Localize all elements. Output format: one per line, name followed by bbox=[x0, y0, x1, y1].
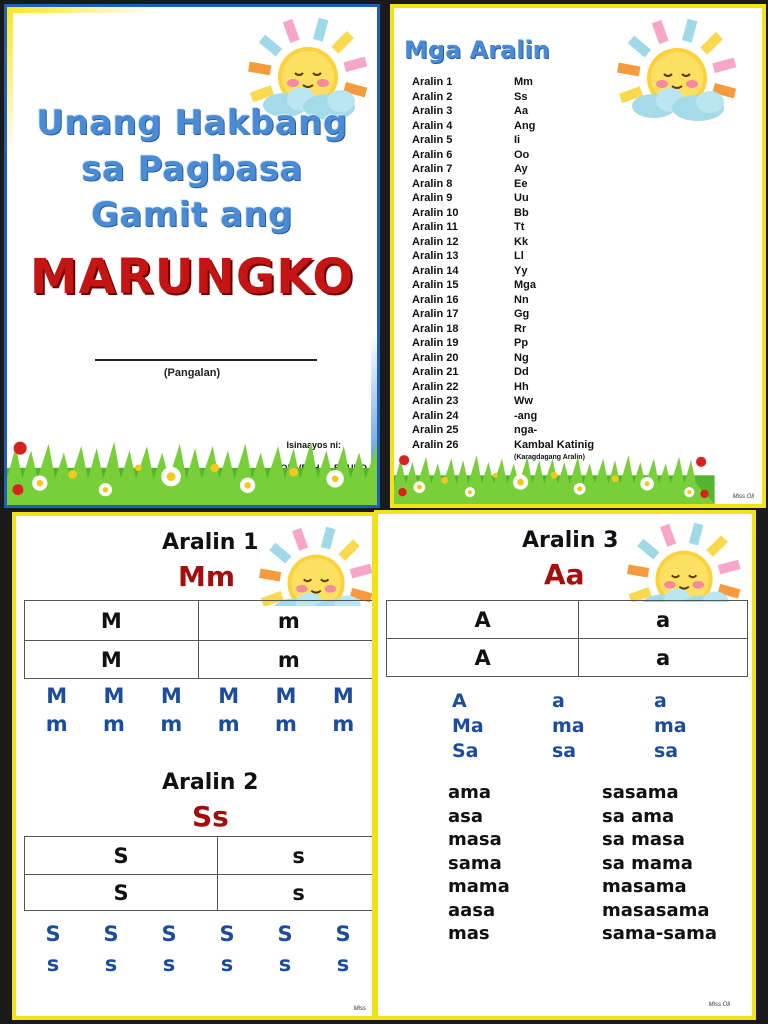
practice-word: asa bbox=[448, 805, 484, 827]
practice-letter: s bbox=[220, 952, 234, 976]
lesson-number: Aralin 23 bbox=[412, 395, 459, 407]
practice-letter: s bbox=[162, 952, 176, 976]
practice-letter: M bbox=[46, 684, 68, 708]
sun-icon bbox=[624, 522, 748, 602]
practice-letter: s bbox=[278, 952, 292, 976]
lesson-letters: Ng bbox=[514, 351, 529, 364]
lesson-1-2-page bbox=[12, 512, 376, 1020]
practice-word: sama-sama bbox=[602, 923, 717, 944]
lesson-letters: Aa bbox=[514, 105, 529, 117]
lesson-letters: Mm bbox=[514, 76, 533, 88]
practice-word: mama bbox=[448, 876, 510, 897]
practice-word: ama bbox=[448, 782, 492, 803]
practice-letter: m bbox=[217, 712, 240, 736]
grid-cell: S bbox=[25, 875, 218, 911]
lesson-list-item bbox=[412, 265, 742, 279]
lesson-list-item bbox=[412, 192, 742, 206]
lesson3-grid bbox=[386, 600, 748, 677]
lesson-number: Aralin 26 bbox=[412, 438, 459, 451]
lesson-letters: Tt bbox=[514, 221, 525, 233]
lesson-number: Aralin 22 bbox=[412, 380, 459, 393]
practice-letter: s bbox=[46, 952, 60, 976]
lesson3-heading: Aralin 3 bbox=[522, 528, 619, 553]
grass-border-icon bbox=[394, 450, 715, 504]
lesson1-heading: Aralin 1 bbox=[162, 530, 259, 555]
practice-letter: m bbox=[332, 712, 355, 736]
lesson-letters: -ang bbox=[514, 409, 538, 422]
practice-word: masama bbox=[602, 876, 687, 897]
lesson-list-item bbox=[412, 424, 742, 438]
cover-title-line3: Gamit ang bbox=[90, 195, 293, 235]
cover-page bbox=[4, 4, 380, 508]
lesson-number: Aralin 14 bbox=[412, 264, 459, 277]
grid-cell: s bbox=[218, 875, 376, 911]
lesson1-letter: Mm bbox=[178, 560, 236, 593]
grid-cell: S bbox=[25, 837, 218, 875]
lesson-letters: Gg bbox=[514, 308, 530, 320]
lesson-letters: Pp bbox=[514, 337, 529, 349]
lesson-list-item bbox=[412, 337, 742, 351]
lesson-list-item bbox=[412, 236, 742, 250]
lesson-list-item bbox=[412, 134, 742, 148]
lesson-letters: Dd bbox=[514, 366, 529, 378]
lesson-number: Aralin 20 bbox=[412, 351, 459, 364]
lesson3-letter: Aa bbox=[544, 558, 585, 591]
lesson1-upper-row bbox=[28, 684, 372, 708]
practice-word: sa ama bbox=[602, 805, 675, 827]
lesson-list-item bbox=[412, 178, 742, 192]
lesson2-heading: Aralin 2 bbox=[162, 770, 259, 795]
signature: Miss bbox=[353, 1006, 366, 1012]
lesson-list-item bbox=[412, 410, 742, 424]
practice-letter: M bbox=[103, 684, 125, 708]
grid-cell: M bbox=[25, 641, 199, 679]
cover-title-main: MARUNGKO bbox=[29, 249, 355, 305]
practice-letter: M bbox=[332, 684, 354, 708]
lesson-letters: Hh bbox=[514, 380, 529, 393]
signature: Miss Oli bbox=[732, 494, 754, 500]
syllable: sa bbox=[552, 740, 577, 762]
cover-title-line2: sa Pagbasa bbox=[81, 149, 303, 189]
lesson-number: Aralin 8 bbox=[412, 177, 453, 190]
syllable: a bbox=[552, 690, 565, 712]
lesson-number: Aralin 10 bbox=[412, 206, 459, 219]
practice-word: sa masa bbox=[602, 829, 685, 850]
lesson-number: Aralin 6 bbox=[412, 148, 453, 161]
practice-letter: S bbox=[219, 922, 235, 946]
lesson-list-item bbox=[412, 120, 742, 134]
lesson-letters: Kk bbox=[514, 235, 529, 248]
lesson-number: Aralin 2 bbox=[412, 90, 453, 103]
syllable: Sa bbox=[452, 740, 479, 762]
lesson-letters: Ww bbox=[514, 395, 533, 407]
grid-cell: m bbox=[198, 601, 376, 641]
lesson-number: Aralin 11 bbox=[412, 221, 458, 233]
grid-cell: s bbox=[218, 837, 376, 875]
practice-letter: m bbox=[45, 712, 68, 736]
practice-letter: s bbox=[104, 952, 118, 976]
prepared-by-label: Isinaayos ni: bbox=[286, 440, 341, 450]
practice-letter: M bbox=[160, 684, 182, 708]
lesson-list-item bbox=[412, 294, 742, 308]
lesson-list-item bbox=[412, 381, 742, 395]
lesson-number: Aralin 15 bbox=[412, 279, 459, 291]
sun-icon bbox=[256, 526, 376, 606]
lesson-number: Aralin 25 bbox=[412, 424, 459, 436]
practice-letter: s bbox=[336, 952, 350, 976]
name-label: (Pangalan) bbox=[163, 367, 221, 379]
practice-letter: m bbox=[160, 712, 183, 736]
lesson-number: Aralin 4 bbox=[412, 119, 453, 132]
lesson-number: Aralin 18 bbox=[412, 322, 459, 335]
lesson-number: Aralin 9 bbox=[412, 192, 453, 204]
practice-word: aasa bbox=[448, 899, 496, 921]
syllable: ma bbox=[552, 715, 585, 737]
syllable: a bbox=[654, 690, 667, 712]
contents-title: Mga Aralin bbox=[404, 36, 550, 64]
practice-letter: m bbox=[275, 712, 297, 736]
lesson-list-item bbox=[412, 366, 742, 380]
lesson2-upper-row bbox=[24, 922, 372, 946]
practice-letter: M bbox=[275, 684, 297, 708]
lesson-list-item bbox=[412, 308, 742, 322]
lesson-number: Aralin 19 bbox=[412, 337, 459, 349]
cover-title-line1: Unang Hakbang bbox=[36, 103, 348, 143]
lesson-letters: Ay bbox=[514, 163, 528, 175]
lesson-number: Aralin 1 bbox=[412, 76, 453, 88]
lesson-number: Aralin 16 bbox=[412, 293, 459, 306]
syllable: Ma bbox=[452, 715, 484, 737]
lesson2-letter: Ss bbox=[192, 800, 229, 833]
signature: Miss Oli bbox=[708, 1002, 730, 1008]
lesson-letters: Mga bbox=[514, 279, 536, 291]
lesson-number: Aralin 12 bbox=[412, 235, 459, 248]
lesson-number: Aralin 21 bbox=[412, 366, 459, 378]
lesson-list-item bbox=[412, 149, 742, 163]
lesson-number: Aralin 13 bbox=[412, 250, 459, 262]
lesson-list-item bbox=[412, 395, 742, 409]
lesson-letters: Oo bbox=[514, 148, 530, 161]
grid-cell: A bbox=[387, 639, 579, 677]
lesson-letters: Kambal Katinig bbox=[514, 438, 595, 451]
lesson1-grid bbox=[24, 600, 376, 679]
lesson1-lower-row bbox=[28, 712, 372, 736]
practice-word: sama bbox=[448, 852, 502, 874]
lesson-list-item bbox=[412, 76, 742, 90]
grid-cell: m bbox=[198, 641, 376, 679]
practice-word: masa bbox=[448, 829, 502, 850]
lesson-letters: Ss bbox=[514, 90, 528, 103]
lesson-letters: Ii bbox=[514, 134, 521, 146]
lesson-list-item bbox=[412, 352, 742, 366]
lesson-list-item bbox=[412, 207, 742, 221]
practice-letter: m bbox=[103, 712, 125, 736]
lesson-list-item bbox=[412, 279, 742, 293]
lesson-list-item bbox=[412, 221, 742, 235]
name-line bbox=[95, 359, 317, 361]
syllable: sa bbox=[654, 740, 679, 762]
practice-word: sasama bbox=[602, 782, 679, 803]
lesson2-grid bbox=[24, 836, 376, 911]
lesson-letters: Uu bbox=[514, 192, 529, 204]
practice-word: masasama bbox=[602, 899, 710, 921]
grid-cell: A bbox=[387, 601, 579, 639]
grid-cell: a bbox=[579, 639, 748, 677]
lesson-letters: Bb bbox=[514, 206, 529, 219]
lesson-list-item bbox=[412, 250, 742, 264]
lesson2-lower-row bbox=[24, 952, 372, 976]
practice-letter: M bbox=[218, 684, 240, 708]
lesson-list-item bbox=[412, 91, 742, 105]
practice-letter: S bbox=[277, 922, 293, 946]
practice-letter: S bbox=[161, 922, 177, 946]
additional-note: (Karagdagang Aralin) bbox=[514, 454, 585, 461]
lesson-number: Aralin 3 bbox=[412, 105, 453, 117]
lesson-letters: Ee bbox=[514, 177, 528, 190]
lesson-letters: Ang bbox=[514, 119, 536, 132]
practice-word: mas bbox=[448, 923, 490, 944]
contents-page bbox=[390, 4, 766, 508]
lesson-letters: Nn bbox=[514, 293, 529, 306]
lesson-list-item bbox=[412, 105, 742, 119]
lesson-letters: Yy bbox=[514, 264, 528, 277]
lesson-number: Aralin 5 bbox=[412, 134, 453, 146]
grass-border-icon bbox=[7, 435, 380, 505]
practice-word: sa mama bbox=[602, 852, 693, 874]
lesson-list-item bbox=[412, 323, 742, 337]
grid-cell: M bbox=[25, 601, 199, 641]
lesson-list-item bbox=[412, 163, 742, 177]
lesson-letters: Ll bbox=[514, 250, 524, 262]
practice-letter: S bbox=[103, 922, 119, 946]
lesson-letters: nga- bbox=[514, 424, 538, 436]
practice-letter: S bbox=[45, 922, 61, 946]
lesson-number: Aralin 7 bbox=[412, 163, 453, 175]
grid-cell: a bbox=[579, 601, 748, 639]
syllable: ma bbox=[654, 715, 687, 737]
lesson-3-page bbox=[374, 510, 756, 1020]
lesson-number: Aralin 24 bbox=[412, 409, 459, 422]
lesson-number: Aralin 17 bbox=[412, 308, 459, 320]
practice-letter: S bbox=[335, 922, 351, 946]
lesson-letters: Rr bbox=[514, 322, 527, 335]
syllable: A bbox=[452, 690, 467, 712]
